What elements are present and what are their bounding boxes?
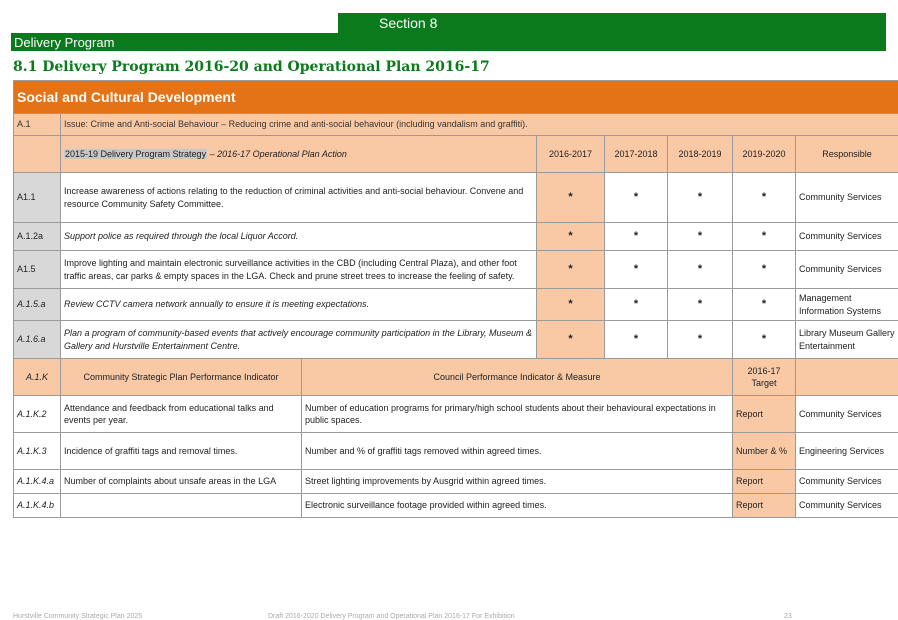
council-indicator: Electronic surveillance footage provided within agreed times. [302,494,733,518]
target-value: Report [733,396,796,433]
issue-code: A.1 [14,114,61,136]
page-number: 23 [784,613,792,620]
delivery-plan-table [13,80,898,518]
year-mark: * [733,321,796,359]
indicator-row [14,494,898,518]
csp-indicator: Incidence of graffiti tags and removal times. [61,433,302,470]
action-row [14,321,898,359]
banner-title: Social and Cultural Development [14,81,898,114]
indicator-code: A.1.K.4.a [14,470,61,494]
action-code: A.1.6.a [14,321,61,359]
target-value: Report [733,470,796,494]
responsible-cell: Community Services [796,396,898,433]
action-code: A.1.2a [14,223,61,251]
header-blank-cell [14,136,61,173]
page-title: 8.1 Delivery Program 2016-20 and Operational Plan 2016-17 [13,59,490,75]
year-mark: * [668,321,733,359]
responsible-cell: Library Museum Gallery Entertainment [796,321,898,359]
issue-text: Issue: Crime and Anti-social Behaviour – Reducing crime and anti-social behaviour (including vandalism and graffiti). [61,114,898,136]
year-mark: * [733,223,796,251]
csp-indicator-header: Community Strategic Plan Performance Indicator [61,359,302,396]
delivery-program-bar [11,33,886,51]
action-row [14,289,898,321]
strategy-label: 2015-19 Delivery Program Strategy [64,149,207,159]
year-mark: * [605,251,668,289]
banner-row [14,81,898,114]
action-row [14,251,898,289]
year-header: 2016-2017 [537,136,605,173]
action-row [14,223,898,251]
action-text: Review CCTV camera network annually to ensure it is meeting expectations. [61,289,537,321]
action-row [14,173,898,223]
responsible-cell: Community Services [796,494,898,518]
year-mark: * [733,173,796,223]
action-text: Improve lighting and maintain electronic surveillance activities in the CBD (including Central Plaza), and other foot traffic areas, car parks & empty spaces in the LGA. Check and prune street trees to increase the feeling of safety. [61,251,537,289]
responsible-cell: Management Information Systems [796,289,898,321]
indicator-header-row [14,359,898,396]
year-mark: * [733,251,796,289]
year-mark: * [668,173,733,223]
indicator-row [14,396,898,433]
target-header: 2016-17 Target [733,359,796,396]
responsible-cell: Community Services [796,223,898,251]
responsible-cell: Engineering Services [796,433,898,470]
csp-indicator: Number of complaints about unsafe areas in the LGA [61,470,302,494]
csp-indicator: Attendance and feedback from educational talks and events per year. [61,396,302,433]
action-code: A1.5 [14,251,61,289]
program-label: Delivery Program [14,33,114,52]
indicator-row [14,433,898,470]
responsible-cell: Community Services [796,251,898,289]
year-mark: * [605,321,668,359]
responsible-header: Responsible [796,136,898,173]
strategy-header-row [14,136,898,173]
indicator-blank-cell [796,359,898,396]
council-indicator: Street lighting improvements by Ausgrid within agreed times. [302,470,733,494]
indicator-row [14,470,898,494]
year-mark: * [537,321,605,359]
strategy-header-cell [61,136,537,173]
year-mark: * [537,173,605,223]
year-mark: * [605,173,668,223]
indicator-code: A.1.K.3 [14,433,61,470]
target-value: Report [733,494,796,518]
footer-left: Hurstville Community Strategic Plan 2025 [13,613,142,620]
council-indicator: Number of education programs for primary/high school students about their behavioural expectations in public spaces. [302,396,733,433]
section-label: Section 8 [379,13,437,33]
csp-indicator [61,494,302,518]
responsible-cell: Community Services [796,470,898,494]
action-label: – 2016-17 Operational Plan Action [207,149,347,159]
year-mark: * [537,223,605,251]
target-value: Number & % [733,433,796,470]
indicator-code-header: A.1.K [14,359,61,396]
year-mark: * [537,289,605,321]
year-header: 2018-2019 [668,136,733,173]
year-mark: * [605,223,668,251]
council-indicator: Number and % of graffiti tags removed within agreed times. [302,433,733,470]
action-code: A1.1 [14,173,61,223]
action-code: A.1.5.a [14,289,61,321]
council-indicator-header: Council Performance Indicator & Measure [302,359,733,396]
year-mark: * [668,251,733,289]
year-mark: * [668,289,733,321]
issue-row [14,114,898,136]
action-text: Increase awareness of actions relating to the reduction of criminal activities and anti-social behaviour. Convene and resource Community Safety Committee. [61,173,537,223]
indicator-code: A.1.K.2 [14,396,61,433]
indicator-code: A.1.K.4.b [14,494,61,518]
year-header: 2019-2020 [733,136,796,173]
section-header-bar [338,13,886,33]
action-text: Support police as required through the local Liquor Accord. [61,223,537,251]
year-mark: * [605,289,668,321]
footer-center: Draft 2016-2020 Delivery Program and Operational Plan 2016-17 For Exhibition [268,613,515,620]
year-mark: * [733,289,796,321]
year-mark: * [668,223,733,251]
year-header: 2017-2018 [605,136,668,173]
year-mark: * [537,251,605,289]
action-text: Plan a program of community-based events that actively encourage community participation in the Library, Museum & Gallery and Hurstville Entertainment Centre. [61,321,537,359]
responsible-cell: Community Services [796,173,898,223]
